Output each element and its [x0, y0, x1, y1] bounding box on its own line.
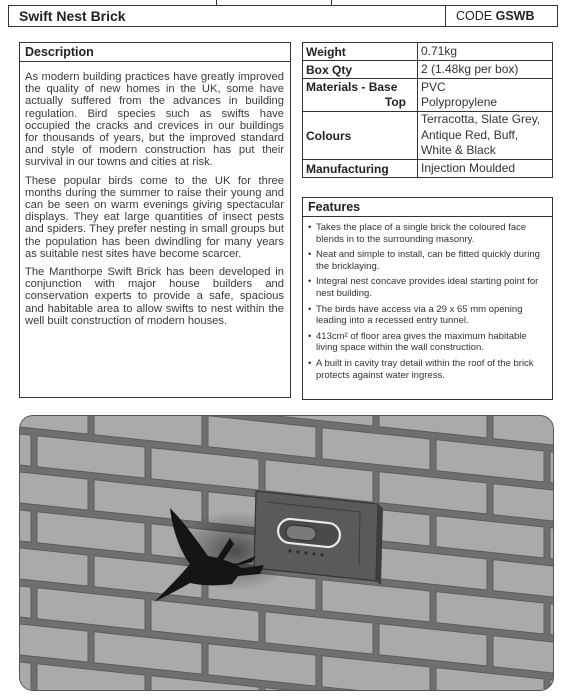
materials-value	[418, 79, 553, 112]
features-heading: Features	[303, 198, 552, 217]
materials-label-top: Top	[384, 95, 406, 109]
nest-entrance-hole	[285, 524, 316, 541]
bullet-icon: •	[308, 357, 312, 369]
feature-item: • Takes the place of a single brick the coloured face blends in to the surrounding masonry.	[308, 222, 527, 245]
brick	[550, 680, 554, 691]
manufacturing-value: Injection Moulded	[418, 160, 553, 178]
weight-value: 0.71kg	[418, 43, 553, 61]
bullet-icon: •	[308, 249, 312, 261]
feature-item: • The birds have access via a 29 x 65 mm opening leading into a recessed entry tunnel.	[308, 303, 523, 327]
manufacturing-label: Manufacturing	[303, 160, 418, 178]
spec-row-weight	[303, 43, 553, 61]
description-paragraph-1: As modern building practices have greatly improved the quality of new homes in the UK, some have actually suffered from the advances in building regulation. Bird species such as swifts have occupied the cracks and crevices in our buildings for thousands of years, but the improved standard and style of modern construction has put their survival in our towns and cities at risk.	[25, 71, 284, 169]
nest-brick-illustration	[19, 415, 554, 691]
brick	[550, 416, 554, 418]
bullet-icon: •	[308, 276, 312, 288]
code-prefix: CODE	[456, 9, 493, 23]
bullet-icon: •	[308, 303, 312, 315]
colours-label: Colours	[303, 112, 418, 160]
features-box	[302, 197, 553, 400]
materials-label-base: Materials - Base	[306, 79, 398, 94]
boxqty-label: Box Qty	[303, 61, 418, 79]
feature-item: • Neat and simple to install, can be fitted quickly during the bricklaying.	[308, 249, 540, 272]
code-value: GSWB	[495, 9, 535, 23]
feature-item: • A built in cavity tray detail within the roof of the brick protects against water ingress.	[308, 357, 534, 381]
bullet-icon: •	[308, 222, 312, 233]
spec-row-manufacturing	[303, 160, 553, 178]
description-paragraph-2: These popular birds come to the UK for three months during the summer to raise their young and can be seen on warm evenings giving spectacular displays. They eat large quantities of insect pests and spiders. They prefer nesting in small groups but the population has been dwindling for many years as suitable nest sites have become scarcer.	[25, 174, 284, 260]
spec-row-materials	[303, 79, 553, 112]
spec-row-boxqty	[303, 61, 553, 79]
weight-label: Weight	[303, 43, 418, 61]
description-paragraph-3: The Manthorpe Swift Brick has been developed in conjunction with major house builders and conservation experts to provide a safe, spacious and habitable area to allow swifts to nest within the well built construction of modern houses.	[25, 266, 284, 327]
features-list	[303, 217, 552, 381]
feature-item: • Integral nest concave provides ideal starting point for nest building.	[308, 276, 539, 299]
product-title: Swift Nest Brick	[19, 8, 126, 24]
spec-row-colours	[303, 112, 553, 160]
materials-label	[303, 79, 418, 112]
product-header	[8, 5, 558, 27]
materials-base-value: PVC	[421, 79, 446, 94]
description-heading: Description	[20, 43, 290, 62]
materials-top-value: Polypropylene	[421, 95, 498, 109]
bullet-icon: •	[308, 330, 312, 342]
brick-wall-illustration	[20, 416, 554, 691]
description-box	[19, 42, 291, 398]
product-code	[445, 6, 557, 26]
spec-table	[302, 42, 553, 178]
colours-value: Terracotta, Slate Grey, Antique Red, Buff, White & Black	[418, 112, 553, 160]
boxqty-value: 2 (1.48kg per box)	[418, 61, 553, 79]
feature-item: • 413cm² of floor area gives the maximum habitable living space within the wall construction.	[308, 330, 527, 354]
